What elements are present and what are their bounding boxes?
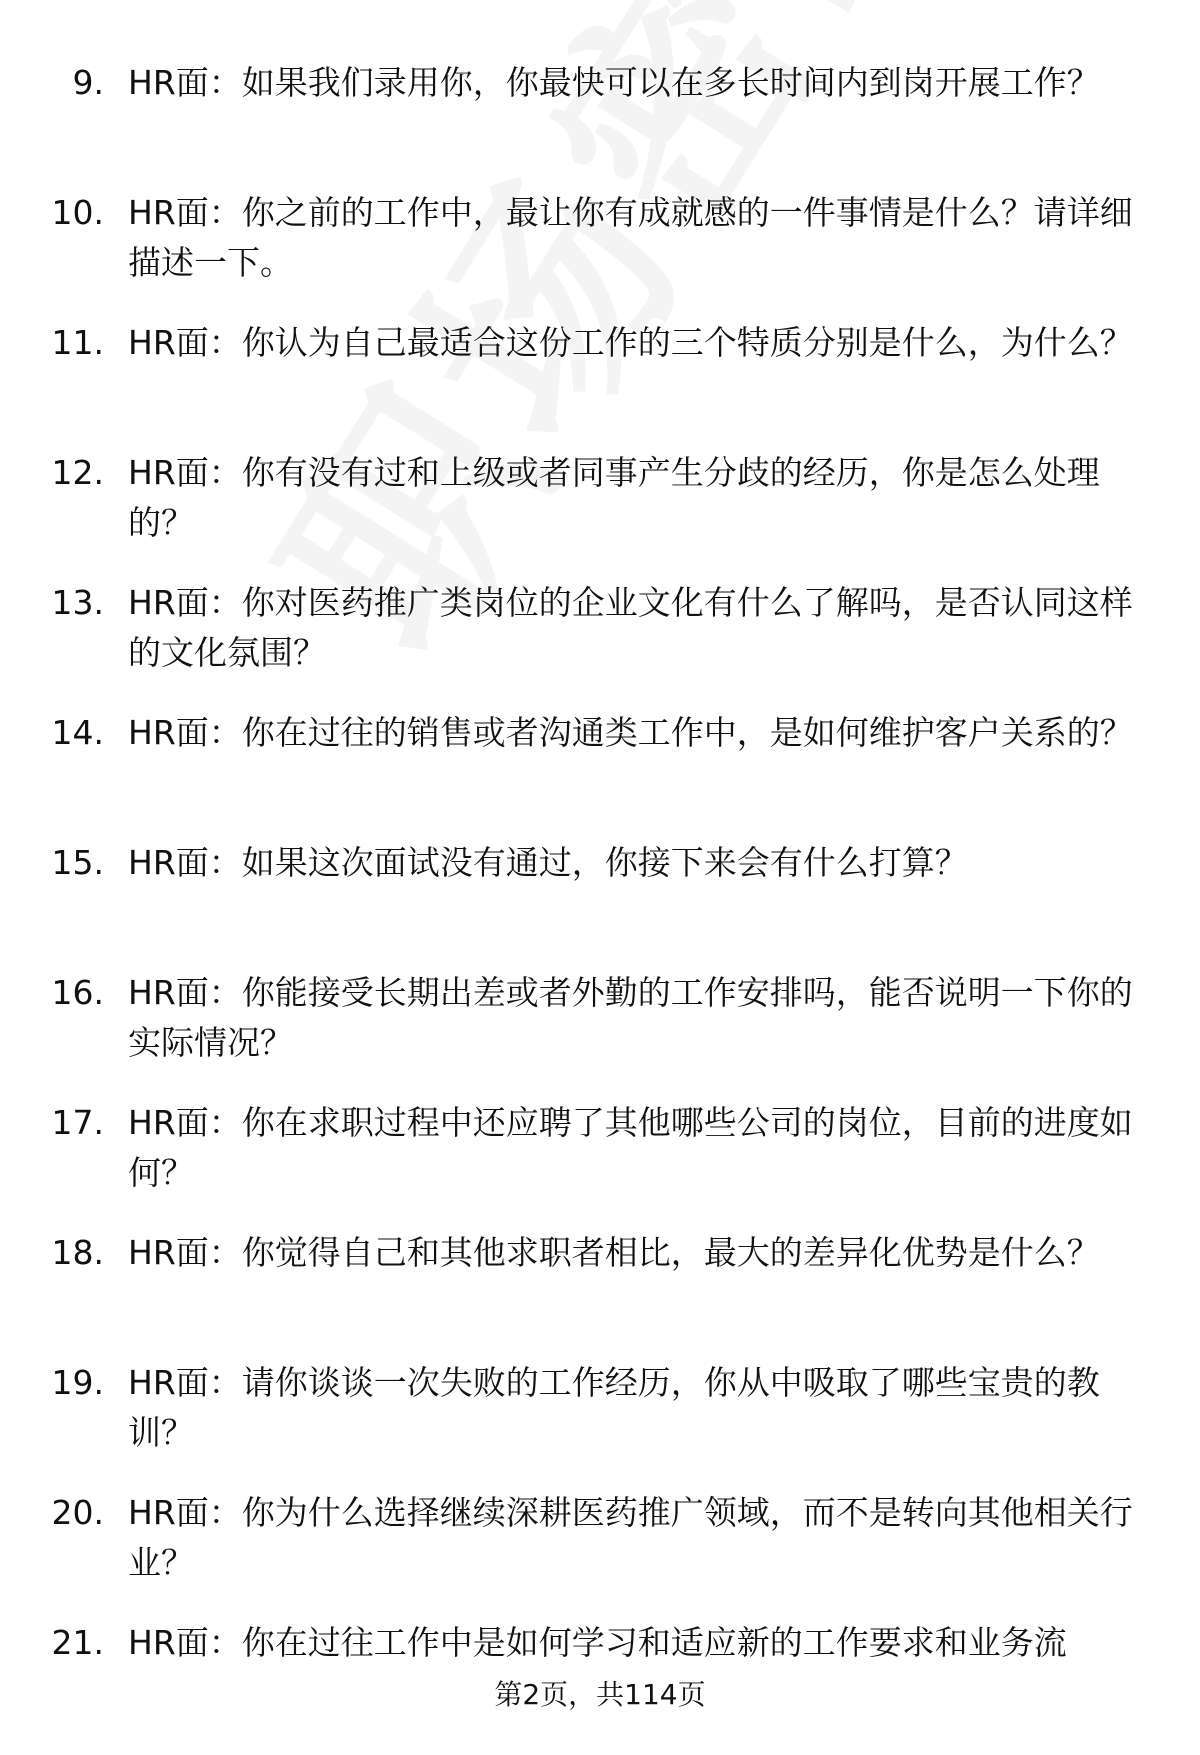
question-text: HR面：如果这次面试没有通过，你接下来会有什么打算？ [128, 843, 968, 882]
list-item [0, 1228, 1200, 1358]
list-item [0, 708, 1200, 838]
question-number: 16. [51, 973, 104, 1012]
question-text: HR面：你为什么选择继续深耕医药推广领域，而不是转向其他相关行业？ [128, 1493, 1133, 1582]
question-text: HR面：请你谈谈一次失败的工作经历，你从中吸取了哪些宝贵的教训？ [128, 1363, 1100, 1452]
question-number: 14. [51, 713, 104, 752]
question-number: 15. [51, 843, 104, 882]
question-text: HR面：你在过往的销售或者沟通类工作中，是如何维护客户关系的？ [128, 713, 1133, 752]
question-number: 12. [51, 453, 104, 492]
question-number: 9. [72, 63, 104, 102]
list-item [0, 448, 1200, 578]
list-item [0, 968, 1200, 1098]
question-number: 20. [51, 1493, 104, 1532]
list-item [0, 318, 1200, 448]
question-text: HR面：如果我们录用你，你最快可以在多长时间内到岗开展工作？ [128, 63, 1100, 102]
list-item [0, 1488, 1200, 1618]
question-text: HR面：你能接受长期出差或者外勤的工作安排吗，能否说明一下你的实际情况？ [128, 973, 1133, 1062]
question-number: 17. [51, 1103, 104, 1142]
list-item [0, 58, 1200, 188]
question-text: HR面：你在求职过程中还应聘了其他哪些公司的岗位，目前的进度如何？ [128, 1103, 1133, 1192]
question-number: 10. [51, 193, 104, 232]
question-list [0, 58, 1200, 1748]
list-item [0, 578, 1200, 708]
question-text: HR面：你对医药推广类岗位的企业文化有什么了解吗，是否认同这样的文化氛围？ [128, 583, 1133, 672]
list-item [0, 838, 1200, 968]
page-number-footer: 第2页，共114页 [494, 1678, 706, 1711]
question-number: 18. [51, 1233, 104, 1272]
list-item [0, 1098, 1200, 1228]
question-text: HR面：你认为自己最适合这份工作的三个特质分别是什么，为什么？ [128, 323, 1133, 362]
question-number: 19. [51, 1363, 104, 1402]
question-text: HR面：你在过往工作中是如何学习和适应新的工作要求和业务流 [128, 1623, 1067, 1662]
question-text: HR面：你有没有过和上级或者同事产生分歧的经历，你是怎么处理的？ [128, 453, 1100, 542]
question-text: HR面：你之前的工作中，最让你有成就感的一件事情是什么？请详细描述一下。 [128, 193, 1133, 282]
list-item [0, 1358, 1200, 1488]
question-number: 21. [51, 1623, 104, 1662]
question-number: 13. [51, 583, 104, 622]
list-item [0, 188, 1200, 318]
question-number: 11. [51, 323, 104, 362]
question-text: HR面：你觉得自己和其他求职者相比，最大的差异化优势是什么？ [128, 1233, 1100, 1272]
